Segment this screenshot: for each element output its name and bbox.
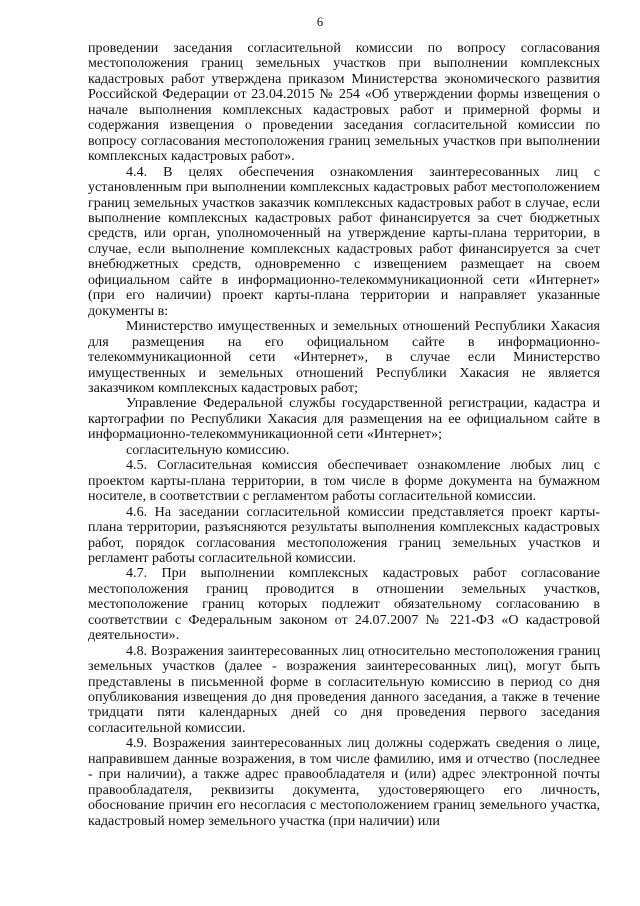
document-body [88,41,600,829]
page-number: 6 [316,15,324,29]
paragraph-4-8: 4.8. Возражения заинтересованных лиц относительно местоположения границ земельных участков (далее - возражения заинтересованных лиц), могут быть представлены в письменной форме в согласительную комиссию в период со дня опубликования извещения до дня проведения данного заседания, а также в течение тридцати пяти календарных дней со дня проведения первого заседания согласительной комиссии. [88,642,600,736]
paragraph-commission: согласительную комиссию. [126,441,290,458]
paragraph-4-4: 4.4. В целях обеспечения ознакомления заинтересованных лиц с установленным при выполнении комплексных кадастровых работ местоположением границ земельных участков заказчик комплексных кадастровых работ в случае, если выполнение комплексных кадастровых работ финансируется за счет бюджетных средств, или орган, уполномоченный на утверждение карты-плана территории, в случае, если выполнение комплексных кадастровых работ финансируется за счет внебюджетных средств, одновременно с извещением размещает на своем официальном сайте в информационно-телекоммуникационной сети «Интернет» (при его наличии) проект карты-плана территории и направляет указанные документы в: [88,163,600,319]
paragraph-continuation: проведении заседания согласительной комиссии по вопросу согласования местоположения границ земельных участков при выполнении комплексных кадастровых работ утверждена приказом Министерства экономического развития Российской Федерации от 23.04.2015 № 254 «Об утверждении формы извещения о начале выполнения комплексных кадастровых работ и примерной формы и содержания извещения о проведении заседания согласительной комиссии по вопросу согласования местоположения границ земельных участков при выполнении комплексных кадастровых работ». [88,40,600,165]
paragraph-4-7: 4.7. При выполнении комплексных кадастровых работ согласование местоположения границ проводится в отношении земельных участков, местоположение границ которых подлежит обязательному согласованию в соответствии с Федеральным законом от 24.07.2007 № 221-ФЗ «О кадастровой деятельности». [88,565,600,644]
paragraph-4-6: 4.6. На заседании согласительной комиссии представляется проект карты-плана территории, разъясняются результаты выполнения комплексных кадастровых работ, порядок согласования местоположения границ земельных участков и регламент работы согласительной комиссии. [88,503,600,566]
paragraph-ministry: Министерство имущественных и земельных отношений Республики Хакасия для размещения на его официальном сайте в информационно-телекоммуникационной сети «Интернет», в случае если Министерство имущественных и земельных отношений Республики Хакасия не является заказчиком комплексных кадастровых работ; [88,318,600,396]
paragraph-4-5: 4.5. Согласительная комиссия обеспечивает ознакомление любых лиц с проектом карты-плана территории, в том числе в форме документа на бумажном носителе, в соответствии с регламентом работы согласительной комиссии. [88,457,600,505]
paragraph-rosreestr: Управление Федеральной службы государственной регистрации, кадастра и картографии по Республики Хакасия для размещения на ее официальном сайте в информационно-телекоммуникационной сети «Интернет»; [88,395,600,443]
paragraph-4-9: 4.9. Возражения заинтересованных лиц должны содержать сведения о лице, направившем данные возражения, в том числе фамилию, имя и отчество (последнее - при наличии), а также адрес правообладателя и (или) адрес электронной почты правообладателя, реквизиты документа, удостоверяющего его личность, обоснование причин его несогласия с местоположением границ земельного участка, кадастровый номер земельного участка (при наличии) или [88,735,600,829]
